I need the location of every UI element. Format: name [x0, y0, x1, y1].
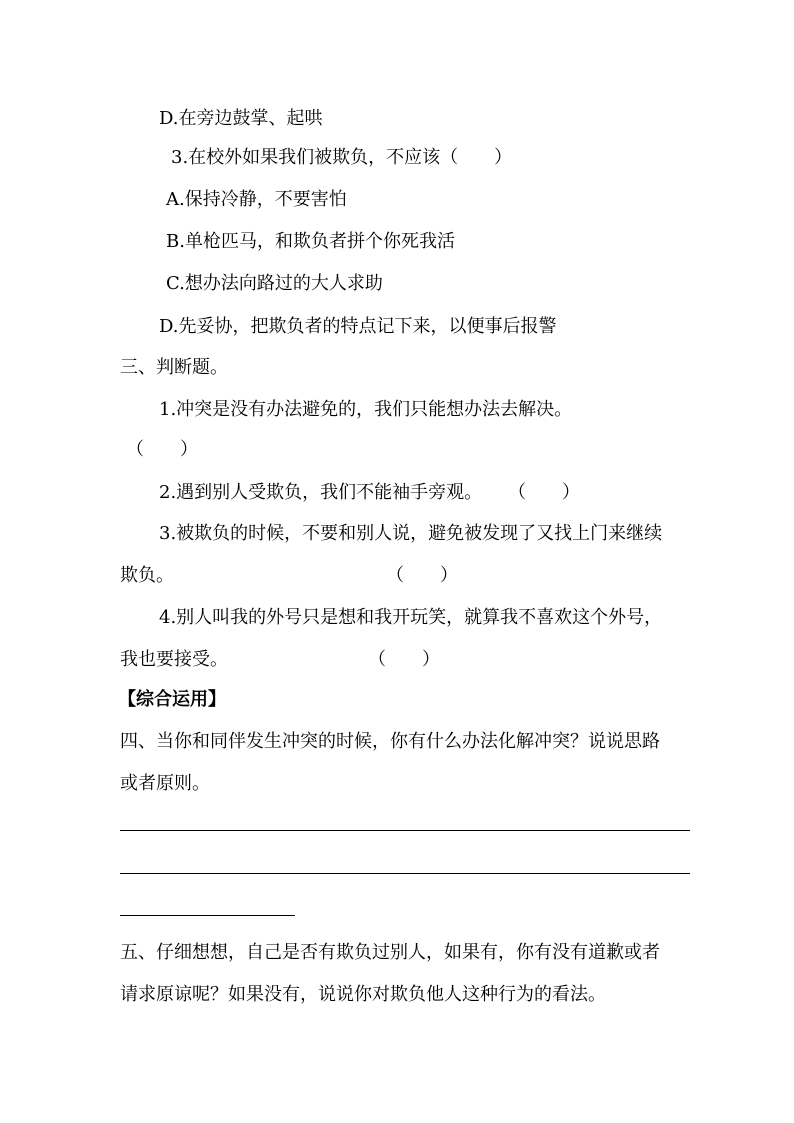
q2-option-d: D.在旁边鼓掌、起哄: [159, 108, 323, 129]
answer-line-3[interactable]: [120, 915, 295, 916]
answer-line-1[interactable]: [120, 830, 690, 831]
tf-item-4-text: 4.别人叫我的外号只是想和我开玩笑，就算我不喜欢这个外号，: [159, 607, 663, 628]
q4-text-line2: 或者原则。: [120, 773, 210, 794]
q5-text-line2: 请求原谅呢？如果没有，说说你对欺负他人这种行为的看法。: [120, 984, 606, 1005]
tf-item-3-bracket[interactable]: （ ）: [386, 565, 458, 586]
q3-option-a: A.保持冷静，不要害怕: [166, 189, 347, 210]
q3-stem: 3.在校外如果我们被欺负，不应该（ ）: [171, 147, 513, 168]
q3-option-d: D.先妥协，把欺负者的特点记下来，以便事后报警: [159, 316, 557, 337]
tf-item-3-text: 3.被欺负的时候，不要和别人说，避免被发现了又找上门来继续: [159, 523, 663, 544]
q4-text-line1: 四、当你和同伴发生冲突的时候，你有什么办法化解冲突？说说思路: [120, 731, 660, 752]
q3-option-c: C.想办法向路过的大人求助: [166, 273, 383, 294]
tf-item-2-text: 2.遇到别人受欺负，我们不能袖手旁观。: [159, 482, 483, 503]
comprehensive-title: 【综合运用】: [118, 689, 226, 710]
tf-item-4-bracket[interactable]: （ ）: [368, 649, 440, 670]
tf-item-1-text: 1.冲突是没有办法避免的，我们只能想办法去解决。: [159, 399, 573, 420]
tf-item-1-bracket[interactable]: （ ）: [126, 439, 198, 460]
tf-item-2-bracket[interactable]: （ ）: [508, 482, 580, 503]
answer-line-2[interactable]: [120, 873, 690, 874]
tf-item-3-text-cont: 欺负。: [120, 565, 174, 586]
q5-text-line1: 五、仔细想想，自己是否有欺负过别人，如果有，你有没有道歉或者: [120, 942, 660, 963]
tf-item-4-text-cont: 我也要接受。: [120, 649, 228, 670]
q3-option-b: B.单枪匹马，和欺负者拼个你死我活: [166, 231, 455, 252]
section3-title: 三、判断题。: [120, 357, 228, 378]
